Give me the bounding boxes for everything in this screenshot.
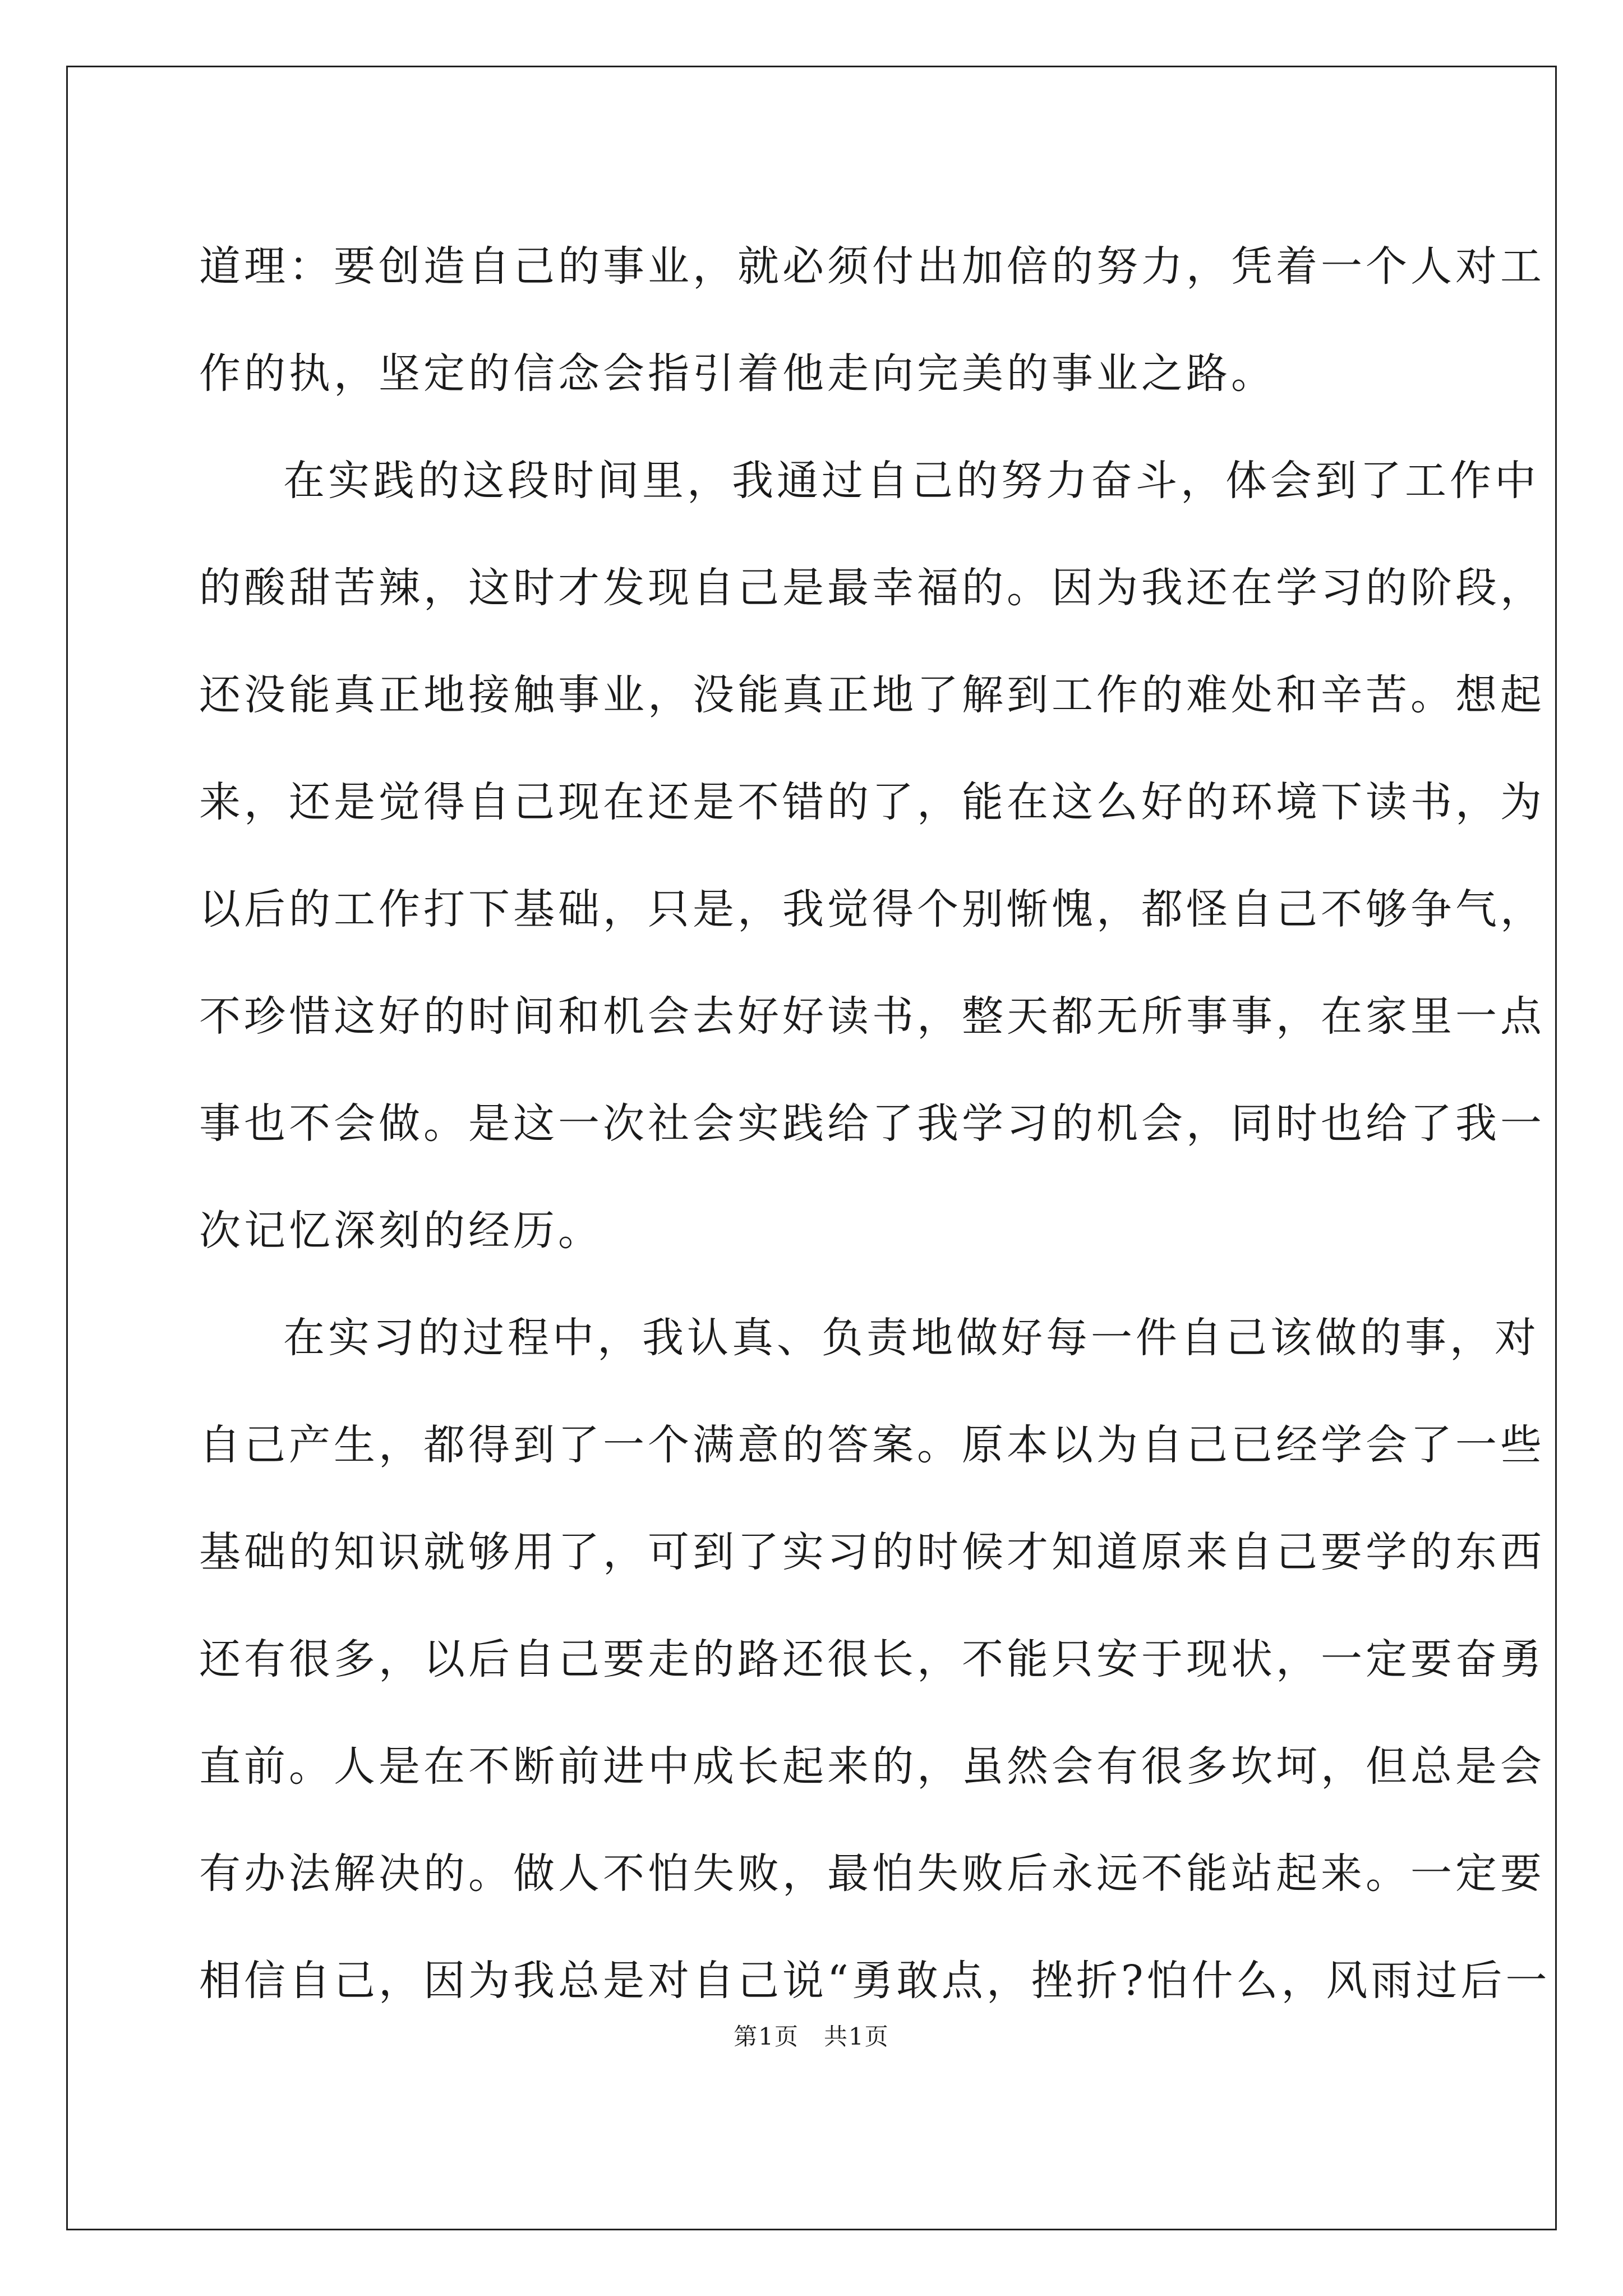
text-line: 在实践的这段时间里，我通过自己的努力奋斗，体会到了工作中 (283, 457, 1539, 505)
document-body (199, 213, 1551, 2035)
text-line: 作的执，坚定的信念会指引着他走向完美的事业之路。 (199, 349, 1276, 398)
text-line: 次记忆深刻的经历。 (199, 1207, 603, 1255)
text-line: 自己产生，都得到了一个满意的答案。原本以为自己已经学会了一些 (199, 1421, 1545, 1469)
text-line: 有办法解决的。做人不怕失败，最怕失败后永远不能站起来。一定要 (199, 1849, 1545, 1898)
text-line: 不珍惜这好的时间和机会去好好读书，整天都无所事事，在家里一点 (199, 992, 1545, 1041)
page-footer (0, 2018, 1623, 2052)
text-line: 来，还是觉得自己现在还是不错的了，能在这么好的环境下读书，为 (199, 778, 1545, 826)
text-line: 相信自己，因为我总是对自己说“勇敢点，挫折?怕什么，风雨过后一 (199, 1957, 1551, 2005)
paragraph-2 (199, 427, 1545, 1285)
page-number-label: 第1页 共1页 (734, 2023, 889, 2050)
text-line: 以后的工作打下基础，只是，我觉得个别惭愧，都怪自己不够争气， (199, 885, 1545, 933)
text-line: 基础的知识就够用了，可到了实习的时候才知道原来自己要学的东西 (199, 1528, 1545, 1576)
text-line: 的酸甜苦辣，这时才发现自己是最幸福的。因为我还在学习的阶段， (199, 564, 1545, 612)
text-line: 还没能真正地接触事业，没能真正地了解到工作的难处和辛苦。想起 (199, 671, 1545, 719)
text-line: 直前。人是在不断前进中成长起来的，虽然会有很多坎坷，但总是会 (199, 1742, 1545, 1791)
paragraph-3 (199, 1285, 1551, 2035)
paragraph-1 (199, 213, 1545, 427)
text-line: 事也不会做。是这一次社会实践给了我学习的机会，同时也给了我一 (199, 1099, 1545, 1148)
text-line: 在实习的过程中，我认真、负责地做好每一件自己该做的事，对 (283, 1314, 1539, 1362)
text-line: 还有很多，以后自己要走的路还很长，不能只安于现状，一定要奋勇 (199, 1635, 1545, 1683)
text-line: 道理：要创造自己的事业，就必须付出加倍的努力，凭着一个人对工 (199, 242, 1545, 291)
